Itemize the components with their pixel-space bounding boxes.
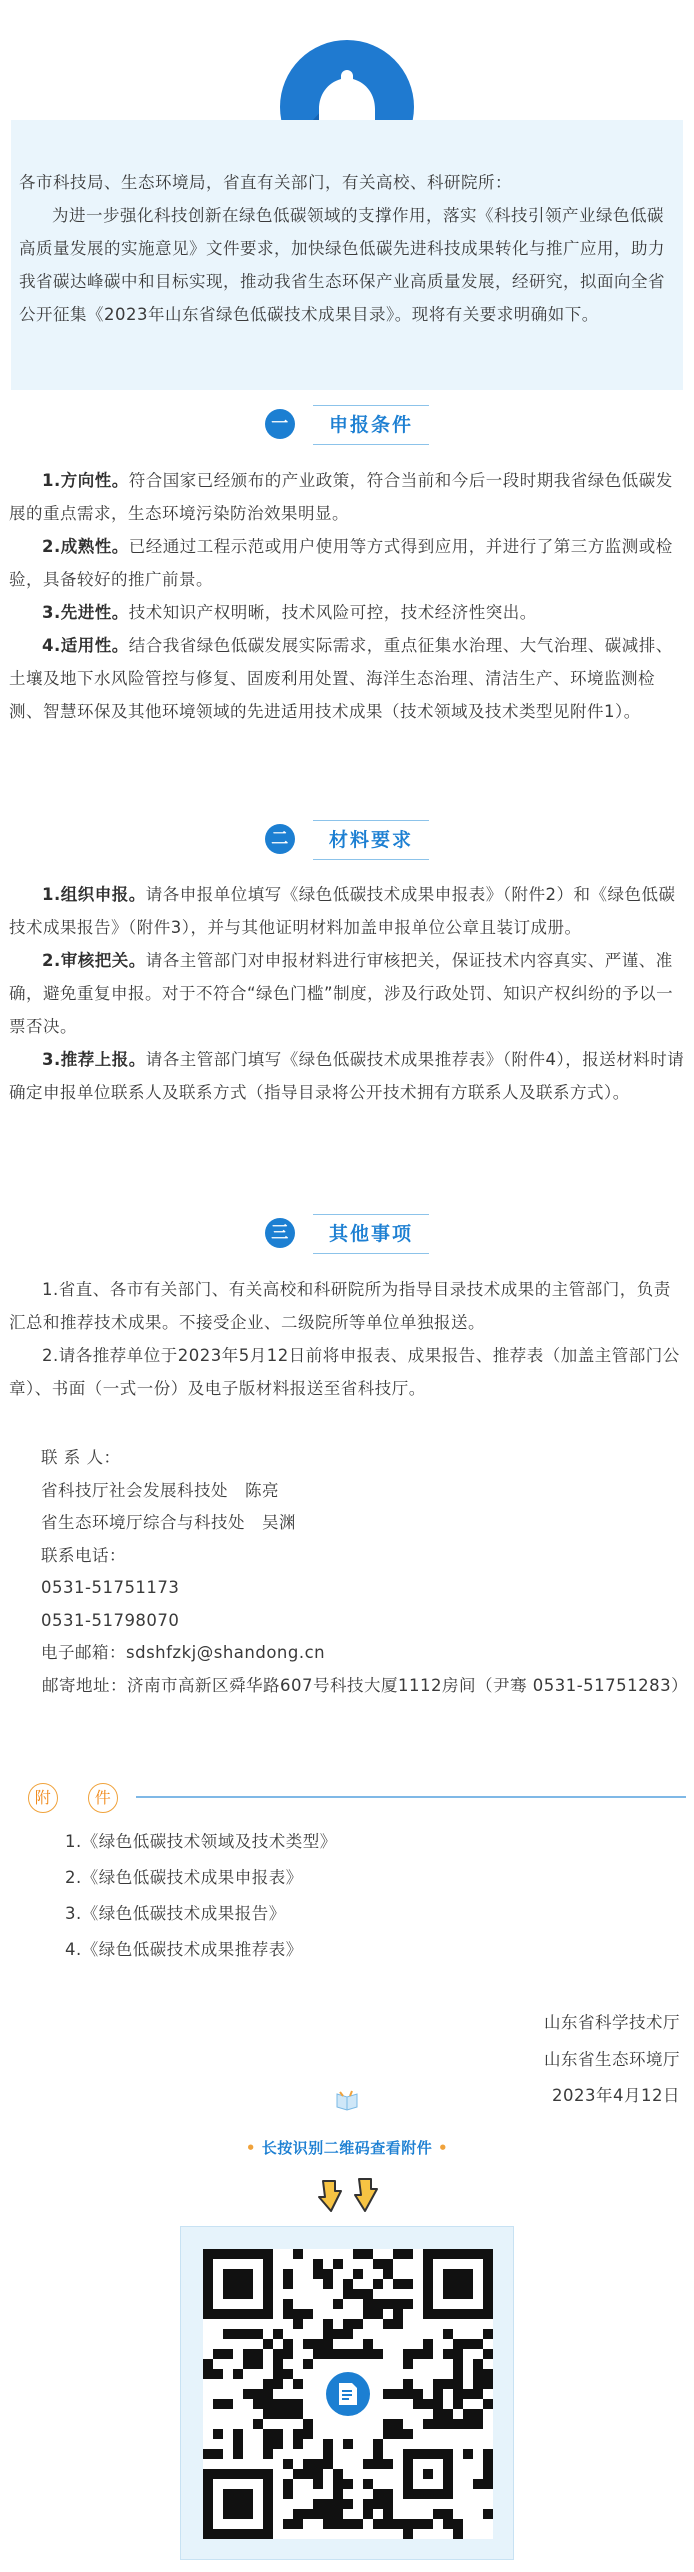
section-heading-conditions xyxy=(0,403,694,447)
section-number: 三 xyxy=(265,1218,295,1248)
email: 电子邮箱：sdshfzkj@shandong.cn xyxy=(41,1643,326,1662)
pointing-down-icon xyxy=(315,2175,379,2219)
issuer: 山东省科学技术厅 xyxy=(544,2013,680,2032)
issue-date: 2023年4月12日 xyxy=(552,2086,680,2105)
list-item: 4.适用性。结合我省绿色低碳发展实际需求，重点征集水治理、大气治理、碳减排、土壤及地下水风险管控与修复、固废利用处置、海洋生态治理、清洁生产、环境监测检测、智慧环保及其他环境领域的先进适用技术成果（技术领域及技术类型见附件1）。 xyxy=(9,636,673,721)
section-heading-other xyxy=(0,1212,694,1256)
section-title: 申报条件 xyxy=(313,405,429,445)
contact-block xyxy=(9,1442,689,1702)
divider xyxy=(136,1796,686,1798)
attachments-label-char: 件 xyxy=(88,1783,118,1813)
attachment-item: 1.《绿色低碳技术领域及技术类型》 xyxy=(65,1832,337,1851)
section-title: 其他事项 xyxy=(313,1214,429,1254)
list-item: 1.省直、各市有关部门、有关高校和科研院所为指导目录技术成果的主管部门，负责汇总和推荐技术成果。不接受企业、二级院所等单位单独报送。 xyxy=(9,1280,671,1332)
attachment-item: 2.《绿色低碳技术成果申报表》 xyxy=(65,1868,303,1887)
attachments-label-char: 附 xyxy=(28,1783,58,1813)
section-heading-materials xyxy=(0,818,694,862)
qr-code[interactable] xyxy=(203,2249,493,2539)
materials-list xyxy=(9,878,685,1109)
list-item: 3.先进性。技术知识产权明晰，技术风险可控，技术经济性突出。 xyxy=(42,603,537,622)
qr-code-frame xyxy=(180,2226,514,2560)
qr-center-logo xyxy=(321,2367,375,2421)
issuer: 山东省生态环境厅 xyxy=(544,2049,680,2069)
salutation: 各市科技局、生态环境局，省直有关部门，有关高校、科研院所： xyxy=(19,173,512,192)
signature-block xyxy=(544,2005,680,2115)
phone-number: 0531-51798070 xyxy=(41,1610,180,1630)
intro-body: 为进一步强化科技创新在绿色低碳领域的支撑作用，落实《科技引领产业绿色低碳高质量发展的实施意见》文件要求，加快绿色低碳先进科技成果转化与推广应用，助力我省碳达峰碳中和目标实现，推动我省生态环保产业高质量发展，经研究，拟面向全省公开征集《2023年山东省绿色低碳技术成果目录》。现将有关要求明确如下。 xyxy=(19,206,665,324)
list-item: 2.请各推荐单位于2023年5月12日前将申报表、成果报告、推荐表（加盖主管部门公章）、书面（一式一份）及电子版材料报送至省科技厅。 xyxy=(9,1346,680,1398)
list-item: 1.组织申报。请各申报单位填写《绿色低碳技术成果申报表》（附件2）和《绿色低碳技术成果报告》（附件3），并与其他证明材料加盖申报单位公章且装订成册。 xyxy=(9,885,676,937)
qr-caption: • 长按识别二维码查看附件 • xyxy=(245,2139,449,2157)
attachments-list xyxy=(65,1824,337,1968)
list-item: 2.审核把关。请各主管部门对申报材料进行审核把关，保证技术内容真实、严谨、准确，避免重复申报。对于不符合“绿色门槛”制度，涉及行政处罚、知识产权纠纷的予以一票否决。 xyxy=(9,951,674,1036)
list-item: 2.成熟性。已经通过工程示范或用户使用等方式得到应用，并进行了第三方监测或检验，具备较好的推广前景。 xyxy=(9,537,673,589)
section-number: 二 xyxy=(265,824,295,854)
list-item: 1.方向性。符合国家已经颁布的产业政策，符合当前和今后一段时期我省绿色低碳发展的重点需求，生态环境污染防治效果明显。 xyxy=(9,471,673,523)
book-icon xyxy=(334,2090,360,2112)
list-item: 3.推荐上报。请各主管部门填写《绿色低碳技术成果推荐表》（附件4），报送材料时请确定申报单位联系人及联系方式（指导目录将公开技术拥有方联系人及联系方式）。 xyxy=(9,1050,685,1102)
section-number: 一 xyxy=(265,409,295,439)
contact-label: 联 系 人： xyxy=(41,1448,121,1467)
contact-person: 省科技厅社会发展科技处 陈亮 xyxy=(41,1480,279,1500)
address: 邮寄地址：济南市高新区舜华路607号科技大厦1112房间（尹骞 0531-51751283） xyxy=(42,1675,689,1695)
other-list xyxy=(9,1273,685,1405)
contact-person: 省生态环境厅综合与科技处 吴渊 xyxy=(41,1513,296,1532)
attachment-item: 3.《绿色低碳技术成果报告》 xyxy=(65,1904,286,1923)
phone-label: 联系电话： xyxy=(41,1545,126,1565)
attachment-item: 4.《绿色低碳技术成果推荐表》 xyxy=(65,1940,303,1959)
phone-number: 0531-51751173 xyxy=(41,1578,180,1597)
attachments-heading xyxy=(28,1780,688,1814)
conditions-list xyxy=(9,464,685,728)
intro-panel xyxy=(11,120,683,390)
section-title: 材料要求 xyxy=(313,820,429,860)
